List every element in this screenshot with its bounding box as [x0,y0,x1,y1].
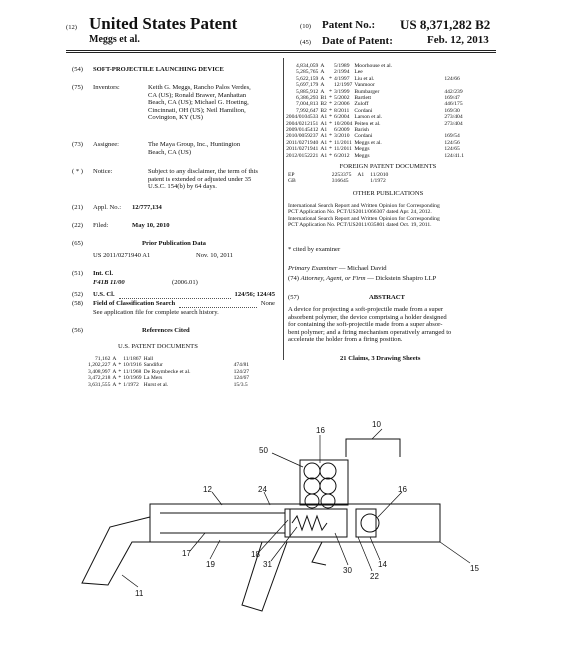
notice-line: U.S.C. 154(b) by 64 days. [148,183,217,191]
reference-cls: 124/56 [444,139,460,146]
reference-date: 10/2004 [333,120,353,127]
reference-date: 10/1916 [123,362,142,369]
reference-cls: 169/47 [444,95,460,102]
attorney-label: Attorney, Agent, or Firm [300,275,366,282]
reference-star: * [118,362,122,369]
reference-kind: A1 [320,120,328,127]
us-cl-value: 124/56; 124/45 [234,291,275,298]
inventors-line: CA (US); Ronald Brawer, Manhattan [148,91,247,99]
projectile-ball [305,494,319,508]
reference-cls: 124/65 [444,146,460,153]
reference-kind: A1 [320,133,328,140]
reference-cls: 124/66 [444,75,460,82]
foreign-references-table [288,172,394,185]
prior-pub-heading: Prior Publication Data [142,240,206,247]
reference-date: 12/1997 [333,82,353,89]
code-58: (58) [72,300,83,307]
inventors-line: Beach, CA (US); Michael G. Hoeting, [148,99,249,107]
reference-no: 5,697,179 [295,82,319,89]
reference-name: Moorhouse et al. [354,63,393,69]
reference-kind: A1 [320,127,328,134]
reference-name: La Mers [143,375,163,382]
patent-title: United States Patent [89,14,238,33]
reference-cls: 169/30 [444,107,460,114]
claims-summary: 21 Claims, 3 Drawing Sheets [340,355,421,362]
reference-kind: A [320,88,325,95]
reference-date: 10/1969 [123,375,142,382]
reference-cls: 273/404 [444,114,463,121]
reference-no: 2009/0145412 [286,127,319,134]
barrel-collar [356,509,376,537]
reference-date: 2/2006 [333,101,350,108]
reference-kind: A [112,381,117,388]
reference-kind: A [112,356,117,362]
appl-no: 12/777,134 [132,204,162,211]
reference-star: * [329,75,332,82]
reference-kind: B2 [320,107,327,114]
reference-name: Barish [354,127,369,134]
filed-date: May 10, 2010 [132,222,170,229]
reference-star: * [329,101,332,108]
reference-kind: B1 [320,95,327,102]
prior-pub-number: US 2011/0271940 A1 [93,252,151,259]
foreign-references-body [288,172,394,185]
code-21: (21) [72,204,83,211]
reference-star: * [118,375,122,382]
other-publications-heading: OTHER PUBLICATIONS [352,190,424,197]
foreign-date: 1/1972 [370,178,386,185]
examiner-label: Primary Examiner [288,265,338,272]
leader-line [210,540,220,559]
projectile-ball [304,463,320,479]
reference-kind: A1 [320,139,328,146]
notice-line: Subject to any disclaimer, the term of this [148,168,258,175]
reference-kind: A1 [320,146,328,153]
reference-kind: A [112,368,117,375]
notice-text [148,168,278,191]
reference-name: De Ruymbecke et al. [143,368,191,375]
reference-no: 71,162 [94,356,111,362]
reference-kind: A [112,362,117,369]
reference-star: * [329,107,332,114]
ref-numeral: 22 [370,572,379,581]
reference-date: 5/2002 [333,95,350,102]
reference-star: * [329,95,332,102]
reference-name: Meggs [354,146,370,153]
reference-cls: 124/67 [233,375,250,382]
reference-date: 11/1867 [123,356,142,362]
reference-name: Bumbarger [354,88,380,95]
patent-number: US 8,371,282 B2 [400,17,491,32]
ref-numeral: 11 [135,589,144,598]
code-65: (65) [72,240,83,247]
reference-name: Hall [143,356,154,362]
foreign-kind: A1 [357,172,365,178]
code-51: (51) [72,270,83,277]
reference-no: 2011/0271941 [286,146,319,153]
reference-no: 6,386,293 [295,95,319,102]
reference-cls: 273/404 [444,120,463,127]
invention-title: SOFT-PROJECTILE LAUNCHING DEVICE [93,66,224,73]
foreign-heading: FOREIGN PATENT DOCUMENTS [339,163,437,170]
reference-no: 3,472,218 [88,375,111,382]
inventors-line: Cincinnati, OH (US); Neil Hamilton, [148,106,246,114]
code-54: (54) [72,66,83,73]
projectile-ball [321,494,335,508]
leader-line [272,453,303,467]
reference-cls: 15/3.5 [233,381,248,388]
reference-no: 2011/0271940 [286,139,319,146]
other-pub-line: PCT Application No. PCT/US2011/035801 dated Oct. 19, 2011. [288,222,432,229]
abstract-line: accelerate the holder from a firing position. [288,336,403,344]
reference-no: 7,992,647 [295,107,319,114]
abstract-line: A device for projecting a soft-projectile made from a super [288,306,444,313]
assignee-label: Assignee: [93,141,120,148]
notice-line: patent is extended or adjusted under 35 [148,175,252,183]
reference-date: 8/2011 [333,107,350,114]
leader-line [258,520,288,553]
reference-name: Liu et al. [354,75,375,82]
reference-name: Peiten et al. [354,120,381,127]
leader-line [122,575,138,587]
ref-numeral: 18 [251,550,260,559]
reference-date: 2/1994 [333,69,350,76]
leader-line [212,492,222,505]
reference-no: 2004/0104533 [286,114,319,121]
us-references-body [88,356,251,388]
other-pub-line: International Search Report and Written Opinion for Corresponding [288,215,440,222]
code-22: (22) [72,222,83,229]
int-cl-label: Int. Cl. [93,270,113,277]
ref-numeral: 24 [258,485,267,494]
trigger [312,542,326,565]
reference-star: * [329,139,332,146]
code-45: (45) [300,39,311,46]
foreign-no: 2253375 [331,172,352,178]
attorney-code: (74) [288,275,299,282]
reference-name: Meggs et al. [354,139,382,146]
inventors-line: Covington, KY (US) [148,114,203,122]
leader-dots [179,300,257,308]
other-pub-line: International Search Report and Written Opinion for Corresponding [288,203,440,209]
firing-chamber [285,509,347,537]
reference-name: Zuloff [354,101,369,108]
inventors-label: Inventors: [93,84,120,91]
ref-numeral: 31 [263,560,272,569]
reference-no: 5,885,912 [295,88,319,95]
reference-name: Larson et al. [354,114,383,121]
reference-star: * [329,120,332,127]
reference-star: * [329,146,332,153]
search-field-row [93,300,275,308]
assignee-line: Beach, CA (US) [148,148,192,156]
doc-type-code: (12) [66,24,77,31]
reference-cls: 442/239 [444,88,463,95]
ref-numeral: 16 [398,485,407,494]
spring [292,516,327,530]
reference-date: 6/2004 [333,114,350,121]
reference-cls: 474/81 [233,362,250,369]
reference-star: * [329,88,332,95]
ref-numeral: 15 [470,564,479,573]
patent-no-label: Patent No.: [322,19,376,31]
header-rule [66,50,496,51]
leader-line [271,527,297,561]
reference-kind: A [320,75,325,82]
reference-kind: A1 [320,114,328,121]
reference-row [286,153,466,159]
reference-no: 4,834,059 [295,63,319,69]
int-cl-year: (2006.01) [172,279,198,286]
header-rule-2 [66,52,496,53]
reference-star: * [329,114,332,121]
code-notice: ( * ) [72,168,83,175]
reference-date: 11/2011 [333,139,352,146]
reference-cls: 446/175 [444,101,463,108]
code-73: (73) [72,141,83,148]
reference-no: 3,408,997 [88,368,111,375]
us-cl-row [93,291,275,299]
hopper-lid [346,439,400,457]
code-52: (52) [72,291,83,298]
appl-no-label: Appl. No.: [93,204,122,211]
stock [82,517,150,585]
examiner-row [288,265,387,273]
ref-numeral: 19 [206,560,215,569]
reference-star: * [118,368,122,375]
reference-kind: A [320,82,325,89]
reference-name: Vanmoor [354,82,375,89]
projectile-ball [320,478,336,494]
reference-row [88,382,251,388]
reference-star: * [329,133,332,140]
examiner-name: — Michael David [338,265,387,272]
reference-name: Hurst et al. [143,381,169,388]
int-cl-class: F41B 11/00 [93,279,125,286]
search-note: See application file for complete search history. [93,309,219,316]
reference-no: 5,285,765 [295,69,319,76]
search-field-label: Field of Classification Search [93,300,176,307]
ref-numeral: 30 [343,566,352,575]
reference-date: 5/1989 [333,63,350,69]
reference-date: 6/2012 [333,152,350,159]
reference-no: 2010/0059237 [286,133,319,140]
ref-numeral: 14 [378,560,387,569]
reference-date: 3/2010 [333,133,350,140]
reference-name: Meggs [354,152,370,159]
attorney-row [288,275,436,283]
projectile-ball [304,478,320,494]
foreign-no: 316645 [331,178,349,185]
reference-date: 6/2009 [333,127,350,134]
reference-kind: B2 [320,101,327,108]
leader-dots [119,291,231,299]
date-label: Date of Patent: [322,35,393,47]
assignee-line: The Maya Group, Inc., Huntington [148,141,241,148]
filed-label: Filed: [93,222,109,229]
reference-date: 1/1972 [123,381,139,388]
abstract-line: absorbent polymer, the device comprising a holder designed [288,313,447,321]
inventor-short: Meggs et al. [89,34,140,45]
reference-no: 5,622,159 [295,75,319,82]
ref-numeral: 16 [316,426,325,435]
us-docs-heading: U.S. PATENT DOCUMENTS [118,343,198,350]
leader-lines [122,429,470,587]
prior-pub-date: Nov. 10, 2011 [196,252,234,259]
reference-date: 4/1997 [333,75,350,82]
ref-numeral: 12 [203,485,212,494]
reference-name: Bartlett [354,95,372,102]
reference-cls: 124/41.1 [444,152,465,159]
reference-kind: A [320,69,325,76]
other-pub-line: PCT Application No. PCT/US2011/066307 dated Apr. 24, 2012. [288,209,432,216]
inventors-list [148,84,278,122]
ref-numeral: 50 [259,446,268,455]
reference-no: 2004/0212151 [286,120,319,127]
leader-line [372,429,382,439]
attorney-name: — Dickstein Shapiro LLP [367,275,437,282]
reference-date: 11/2011 [333,146,352,153]
code-56: (56) [72,327,83,334]
code-75: (75) [72,84,83,91]
hopper [300,460,348,505]
ref-numeral: 17 [182,549,191,558]
reference-cls: 124/27 [233,368,250,375]
patent-date: Feb. 12, 2013 [427,34,489,46]
ref-numeral: 10 [372,420,381,429]
column-divider [283,58,284,360]
leader-line [440,542,470,563]
reference-kind: A [112,375,117,382]
reference-kind: A [320,63,325,69]
continued-references-body [286,63,466,159]
leader-line [370,537,380,560]
abstract-line: bent polymer; and a firing mechanism operatively arranged to [288,328,452,336]
reference-star: * [329,152,332,159]
inventors-line: Keith G. Meggs, Rancho Palos Verdes, [148,84,251,91]
reference-no: 3,631,555 [88,381,111,388]
reference-date: 11/1968 [123,368,142,375]
us-cl-label: U.S. Cl. [93,291,115,298]
code-57: (57) [288,294,299,301]
code-10: (10) [300,23,311,30]
reference-no: 1,202,227 [88,362,111,369]
abstract-text [288,306,498,344]
cited-by-examiner: * cited by examiner [288,246,341,253]
leader-line [335,533,348,565]
references-heading: References Cited [142,327,190,334]
reference-no: 2012/0152221 [286,152,319,159]
assignee [148,141,278,156]
foreign-country: EP [288,172,295,178]
foreign-kind [357,178,370,184]
reference-name: Lee [354,69,363,76]
foreign-country: GB [288,178,296,185]
patent-drawing [0,405,568,659]
reference-star: * [118,381,122,388]
reference-name: Cordani [354,133,373,140]
other-publications [288,203,496,229]
launcher-tube [150,504,440,542]
foreign-date: 11/2010 [370,172,389,178]
abstract-heading: ABSTRACT [369,294,405,301]
reference-name: Sandifur [143,362,163,369]
us-references-table [88,356,251,388]
continued-references-table [286,63,466,159]
reference-date: 3/1999 [333,88,350,95]
reference-name: Cordani [354,107,373,114]
projectile-ball [320,463,336,479]
notice-label: Notice: [93,168,113,175]
pistol-grip [242,542,287,611]
foreign-reference-row [288,178,394,184]
reference-kind: A1 [320,152,328,159]
reference-cls: 169/54 [444,133,460,140]
reference-no: 7,004,813 [295,101,319,108]
search-field-value: None [260,300,275,307]
abstract-line: for containing the soft-projectile made from a super absor- [288,321,443,329]
